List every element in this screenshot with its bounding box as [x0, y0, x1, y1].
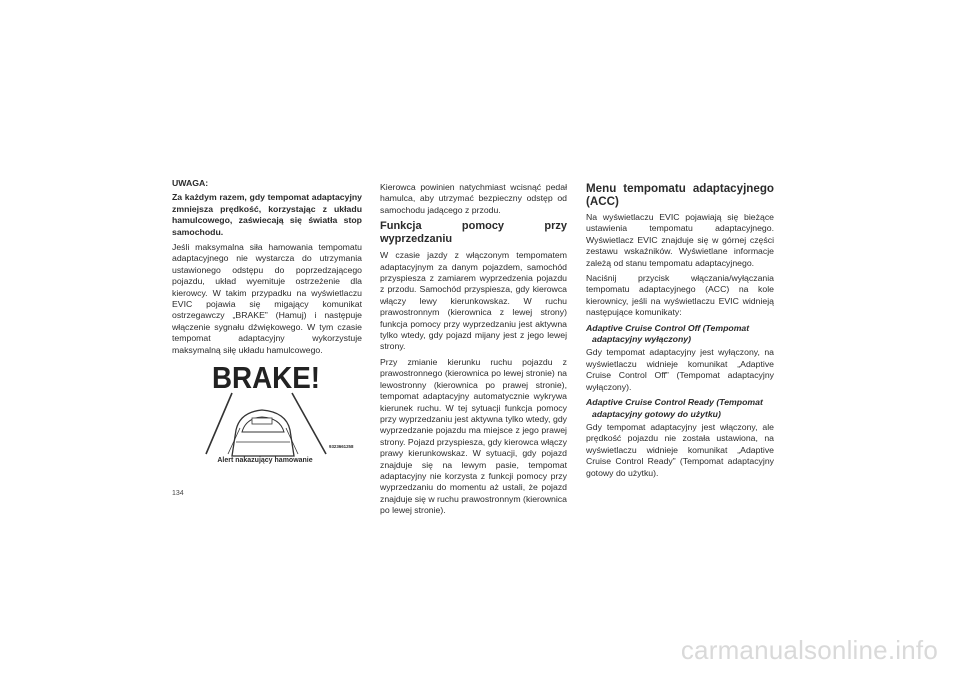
middle-para-2: Przy zmianie kierunku ruchu pojazdu z prawostronnego (kierownica po lewej stronie) na lewostronny (kierownica po prawej stronie), tempomat adaptacyjny automatycznie wykrywa kierunek ruchu. W tej sytuacji funkcja pomocy przy wyprzedzaniu jest aktywna tylko wtedy, gdy wyprzedzanie pojazdu ma miejsce z jego prawej strony. Pojazd przyspiesza, gdy kierowca włączy prawy kierunkowskaz. W sytuacji, gdy pojazd znajduje się na lewym pasie, tempomat adaptacyjny nie korzysta z funkcji pomocy przy wyprzedzaniu do momentu aż ustali, że pojazd znajduje się w ruchu prawostronnym (kierownica po lewej stronie). [380, 356, 567, 516]
middle-intro: Kierowca powinien natychmiast wcisnąć pedał hamulca, aby utrzymać bezpieczny odstęp od samochodu jadącego z przodu. [380, 182, 567, 215]
car-brake-light [252, 418, 272, 424]
acc-ready-text: Gdy tempomat adaptacyjny jest włączony, ale prędkość pojazdu nie została ustawiona, na wyświetlaczu widnieje komunikat „Adaptive Cruise Control Ready” (Tempomat adaptacyjny gotowy do użytku). [586, 421, 774, 478]
section-heading-acc-menu: Menu tempomatu adaptacyjnego (ACC) [586, 182, 774, 208]
lane-line-right [292, 393, 326, 454]
section-heading-overtake: Funkcja pomocy przy wyprzedzaniu [380, 220, 567, 246]
middle-para-1: W czasie jazdy z włączonym tempomatem adaptacyjnym za danym pojazdem, samochód przyspiesza z zamiarem wyprzedzenia pojazdu z przodu. Samochód przyspiesza, gdy kierowca włączy lewy kierunkowskaz. W ruchu prawostronnym (kierownica z lewej strony) funkcja pomocy przy wyprzedzaniu jest aktywna tylko wtedy, gdy pojazd mijany jest z jego lewej strony. [380, 250, 567, 352]
warning-text: Jeśli maksymalna siła hamowania tempomatu adaptacyjnego nie wystarcza do utrzymania ustawionego odstępu do poprzedzającego pojazdu, układ wyemituje ostrzeżenie dla kierowcy. W takim przypadku na wyświetlaczu EVIC pojawia się migający komunikat ostrzegawczy „BRAKE” (Hamuj) i następuje włączenie sygnału dźwiękowego. W tym czasie tempomat adaptacyjny wykorzystuje maksymalną siłę układu hamulcowego. [172, 242, 362, 355]
figure-code: 9323661258 [329, 444, 354, 449]
right-para-1: Na wyświetlaczu EVIC pojawiają się bieżące ustawienia tempomatu adaptacyjnego. Wyświetlacz EVIC znajduje się w górnej części zestawu wskaźników. Wyświetlane informacje zależą od stanu tempomatu adaptacyjnego. [586, 212, 774, 268]
middle-column [380, 182, 567, 521]
warning-title: UWAGA: [172, 178, 209, 188]
acc-off-text: Gdy tempomat adaptacyjny jest wyłączony, na wyświetlaczu widnieje komunikat „Adaptive Cruise Control Off” (Tempomat adaptacyjny wyłączony). [586, 347, 774, 392]
subheading-acc-off-line1: Adaptive Cruise Control Off (Tempomat [586, 322, 750, 333]
brake-alert-illustration [200, 358, 364, 466]
brake-text: BRAKE! [212, 360, 320, 395]
page-number: 134 [172, 490, 184, 497]
right-para-2: Naciśnij przycisk włączania/wyłączania tempomatu adaptacyjnego (ACC) na kole kierownicy, jeśli na wyświetlaczu EVIC widnieją następujące komunikaty: [586, 273, 774, 318]
brake-alert-figure [200, 358, 364, 466]
left-column [172, 178, 362, 360]
subheading-acc-off-line2: adaptacyjny wyłączony) [592, 334, 691, 345]
subheading-acc-ready-line2: adaptacyjny gotowy do użytku) [592, 408, 721, 419]
subheading-acc-ready-line1: Adaptive Cruise Control Ready (Tempomat [586, 397, 763, 408]
lane-line-left [206, 393, 232, 454]
right-column [586, 182, 774, 483]
subheading-acc-off [586, 323, 774, 346]
warning-bold-text: Za każdym razem, gdy tempomat adaptacyjny zmniejsza prędkość, korzystając z układu hamulcowego, zaświecają się światła stop samochodu. [172, 192, 362, 237]
subheading-acc-ready [586, 397, 774, 420]
figure-caption: Alert nakazujący hamowanie [217, 457, 313, 464]
watermark: carmanualsonline.info [680, 635, 938, 665]
